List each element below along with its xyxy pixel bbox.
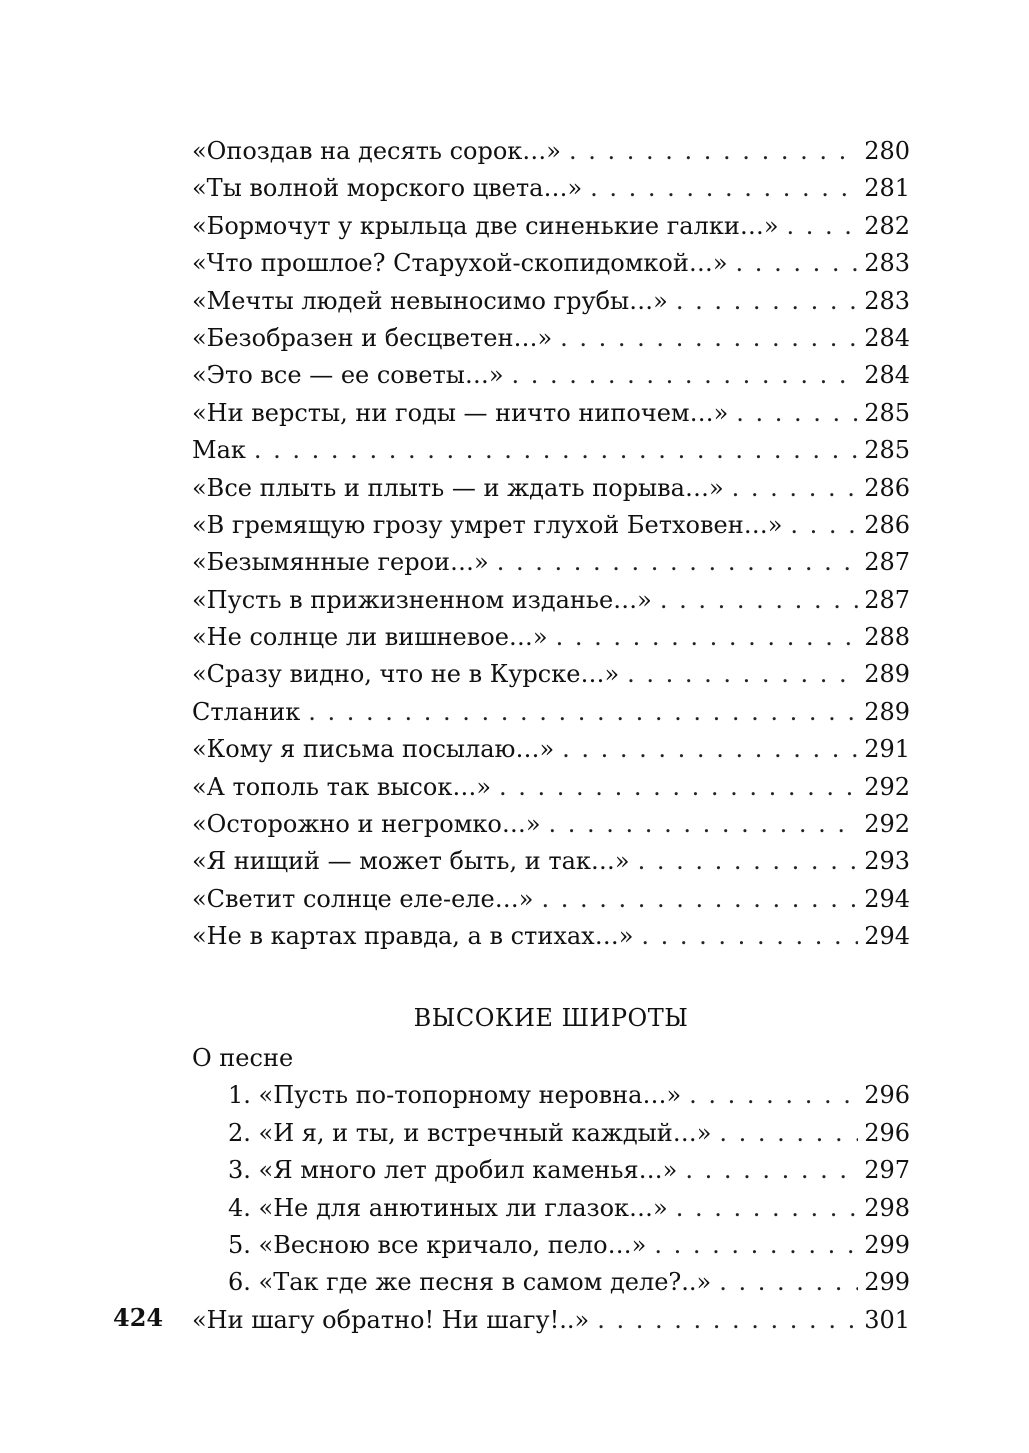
toc-entry: [192, 694, 910, 731]
entry-page: 283: [864, 286, 910, 315]
entry-title: «Опоздав на десять сорок…»: [192, 137, 561, 165]
entry-title: «Светит солнце еле-еле…»: [192, 884, 534, 913]
toc-entry: [192, 731, 910, 768]
entry-page: 298: [864, 1193, 910, 1222]
entry-page: 282: [864, 211, 910, 240]
leader-dots: [497, 544, 858, 581]
entry-page: 292: [864, 772, 910, 801]
entry-page: 299: [864, 1268, 910, 1297]
entry-page: 284: [864, 361, 910, 390]
entry-title: 5. «Весною все кричало, пело…»: [228, 1230, 647, 1259]
entry-page: 299: [864, 1230, 910, 1259]
toc-entry: [192, 544, 910, 581]
leader-dots: [590, 170, 858, 207]
entry-title: «Мечты людей невыносимо грубы…»: [192, 286, 668, 315]
leader-dots: [689, 1077, 858, 1114]
toc-entry: [192, 582, 910, 619]
leader-dots: [627, 656, 858, 693]
entry-title: Стланик: [192, 697, 301, 726]
leader-dots: [569, 133, 858, 170]
leader-dots: [732, 470, 859, 507]
entry-page: 287: [864, 585, 910, 614]
toc-entry: [192, 208, 910, 245]
entry-title: «Я нищий — может быть, и так…»: [192, 847, 630, 876]
leader-dots: [308, 694, 858, 731]
entry-page: 285: [864, 398, 910, 427]
entry-page: 285: [864, 436, 910, 465]
leader-dots: [790, 507, 858, 544]
entry-title: «Что прошлое? Старухой-скопидомкой…»: [192, 249, 728, 278]
leader-dots: [560, 320, 858, 357]
toc-entry: [192, 769, 910, 806]
entry-page: 297: [864, 1156, 910, 1185]
toc-entry: [192, 133, 910, 170]
leader-dots: [597, 1302, 858, 1339]
entry-title: 2. «И я, и ты, и встречный каждый…»: [228, 1118, 712, 1147]
entry-page: 284: [864, 323, 910, 352]
entry-title: «Это все — ее советы…»: [192, 361, 504, 390]
leader-dots: [736, 395, 858, 432]
entry-page: 280: [864, 137, 910, 165]
entry-page: 289: [864, 660, 910, 689]
leader-dots: [719, 1264, 858, 1301]
leader-dots: [638, 843, 859, 880]
toc-sub-entry: [192, 1077, 910, 1114]
toc-entry: [192, 918, 910, 955]
entry-page: 292: [864, 810, 910, 839]
entry-page: 294: [864, 884, 910, 913]
toc-entry: [192, 432, 910, 469]
leader-dots: [736, 245, 859, 282]
toc-sub-entry: [192, 1264, 910, 1301]
entry-page: 291: [864, 735, 910, 764]
leader-dots: [512, 357, 859, 394]
leader-dots: [787, 208, 859, 245]
toc-entry: [192, 245, 910, 282]
entry-title: «Осторожно и негромко…»: [192, 810, 541, 839]
entry-page: 294: [864, 922, 910, 951]
toc-entry: [192, 881, 910, 918]
entry-title: «Бормочут у крыльца две синенькие галки…»: [192, 211, 779, 240]
leader-dots: [556, 619, 859, 656]
entry-title: «Пусть в прижизненном изданье…»: [192, 585, 652, 614]
entry-title: «Все плыть и плыть — и ждать порыва…»: [192, 473, 724, 502]
entry-title: «Не солнце ли вишневое…»: [192, 623, 548, 652]
entry-title: «Не в картах правда, а в стихах…»: [192, 922, 634, 951]
toc-entry: [192, 283, 910, 320]
toc-entry: [192, 470, 910, 507]
entry-title: «Ни шагу обратно! Ни шагу!..»: [192, 1305, 590, 1334]
leader-dots: [719, 1115, 858, 1152]
entry-page: 293: [864, 847, 910, 876]
entry-title: «Ни версты, ни годы — ничто нипочем…»: [192, 398, 729, 427]
entry-page: 288: [864, 623, 910, 652]
leader-dots: [676, 283, 858, 320]
toc-entry: [192, 320, 910, 357]
leader-dots: [254, 432, 858, 469]
entry-title: «А тополь так высок…»: [192, 772, 492, 801]
leader-dots: [499, 769, 858, 806]
entry-page: 301: [864, 1305, 910, 1334]
leader-dots: [654, 1227, 858, 1264]
entry-title: 1. «Пусть по-топорному неровна…»: [228, 1081, 682, 1110]
toc-sub-entry: [192, 1190, 910, 1227]
entry-title: 6. «Так где же песня в самом деле?..»: [228, 1268, 712, 1297]
leader-dots: [641, 918, 858, 955]
entry-page: 286: [864, 473, 910, 502]
entry-title: Мак: [192, 436, 246, 465]
toc-entry: [192, 357, 910, 394]
section-heading: ВЫСОКИЕ ШИРОТЫ: [413, 1004, 689, 1032]
entry-title: «Безымянные герои…»: [192, 548, 489, 577]
toc-entry: [192, 843, 910, 880]
entry-title: «Сразу видно, что не в Курске…»: [192, 660, 620, 689]
leader-dots: [676, 1190, 858, 1227]
toc-entry: [192, 656, 910, 693]
entry-page: 296: [864, 1081, 910, 1110]
leader-dots: [562, 731, 858, 768]
entry-title: «Безобразен и бесцветен…»: [192, 323, 553, 352]
toc-entry: [192, 1302, 910, 1339]
group-title: О песне: [192, 1044, 294, 1072]
toc-entry: [192, 170, 910, 207]
toc-list: [192, 133, 910, 956]
leader-dots: [660, 582, 858, 619]
entry-page: 296: [864, 1118, 910, 1147]
entry-page: 289: [864, 697, 910, 726]
entry-page: 281: [864, 174, 910, 203]
entry-page: 283: [864, 249, 910, 278]
section-toc-list: [192, 1040, 910, 1339]
entry-title: «Ты волной морского цвета…»: [192, 174, 583, 203]
entry-page: 286: [864, 510, 910, 539]
entry-title: «В гремящую грозу умрет глухой Бетховен…»: [192, 510, 783, 539]
toc-sub-entry: [192, 1115, 910, 1152]
entry-title: 4. «Не для анютиных ли глазок…»: [228, 1193, 668, 1222]
toc-entry: [192, 395, 910, 432]
toc-entry: [192, 806, 910, 843]
entry-page: 287: [864, 548, 910, 577]
toc-entry: [192, 507, 910, 544]
leader-dots: [549, 806, 859, 843]
page-number: 424: [113, 1303, 164, 1332]
leader-dots: [541, 881, 858, 918]
leader-dots: [685, 1152, 858, 1189]
toc-entry: [192, 619, 910, 656]
entry-title: 3. «Я много лет дробил каменья…»: [228, 1156, 678, 1185]
entry-title: «Кому я письма посылаю…»: [192, 735, 555, 764]
toc-sub-entry: [192, 1227, 910, 1264]
toc-sub-entry: [192, 1152, 910, 1189]
